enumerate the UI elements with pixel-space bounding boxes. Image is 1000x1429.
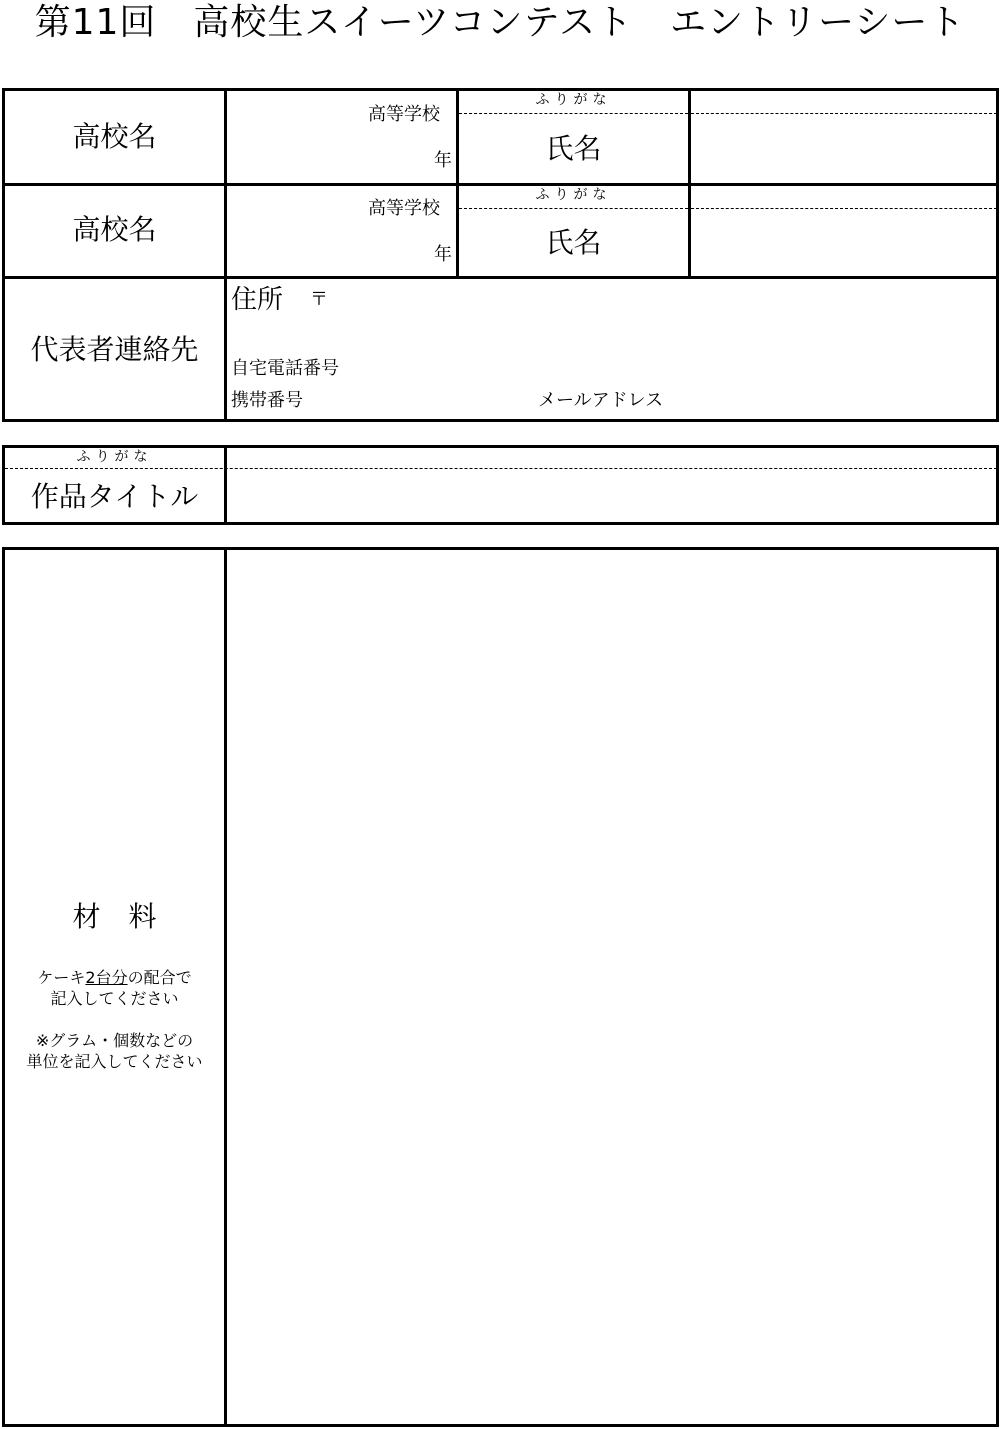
student-name-label: 氏名 (545, 226, 602, 259)
name-furigana-field-divider (691, 113, 997, 114)
address-label: 住所 (231, 285, 284, 315)
ingredients-label: 材 料 (72, 900, 157, 933)
postal-mark: 〒 (310, 289, 328, 310)
page-title: 第11回 高校生スイーツコンテスト エントリーシート (34, 2, 966, 43)
furigana-label: ふりがな (76, 449, 153, 465)
mobile-phone-label: 携帯番号 (231, 390, 303, 411)
email-label: メールアドレス (538, 390, 664, 411)
column-divider (688, 88, 691, 278)
school-name-label: 高校名 (72, 120, 157, 153)
underlined-quantity: 2台分 (85, 968, 128, 987)
school-suffix: 高等学校 (368, 198, 440, 219)
ingredients-note-line1: ケーキ2台分の配合で (37, 968, 192, 987)
school-suffix: 高等学校 (368, 104, 440, 125)
grade-suffix: 年 (434, 150, 452, 171)
school-name-label: 高校名 (72, 213, 157, 246)
furigana-label: ふりがな (535, 92, 612, 108)
ingredients-note-line4: 単位を記入してください (26, 1052, 203, 1071)
furigana-divider (459, 208, 688, 209)
column-divider (224, 547, 227, 1427)
grade-suffix: 年 (434, 244, 452, 265)
ingredients-note-line2: 記入してください (50, 989, 179, 1008)
work-title-label: 作品タイトル (30, 480, 199, 513)
ingredients-note (5, 967, 224, 1072)
contact-label: 代表者連絡先 (30, 333, 199, 366)
column-divider (224, 445, 227, 525)
name-furigana-field-divider (691, 208, 997, 209)
home-phone-label: 自宅電話番号 (231, 358, 339, 379)
furigana-divider (459, 113, 688, 114)
row-divider (2, 276, 999, 279)
furigana-divider (5, 468, 997, 469)
ingredients-note-line3: ※グラム・個数などの (35, 1031, 194, 1050)
student-name-label: 氏名 (545, 132, 602, 165)
column-divider (224, 88, 227, 422)
furigana-label: ふりがな (535, 187, 612, 203)
